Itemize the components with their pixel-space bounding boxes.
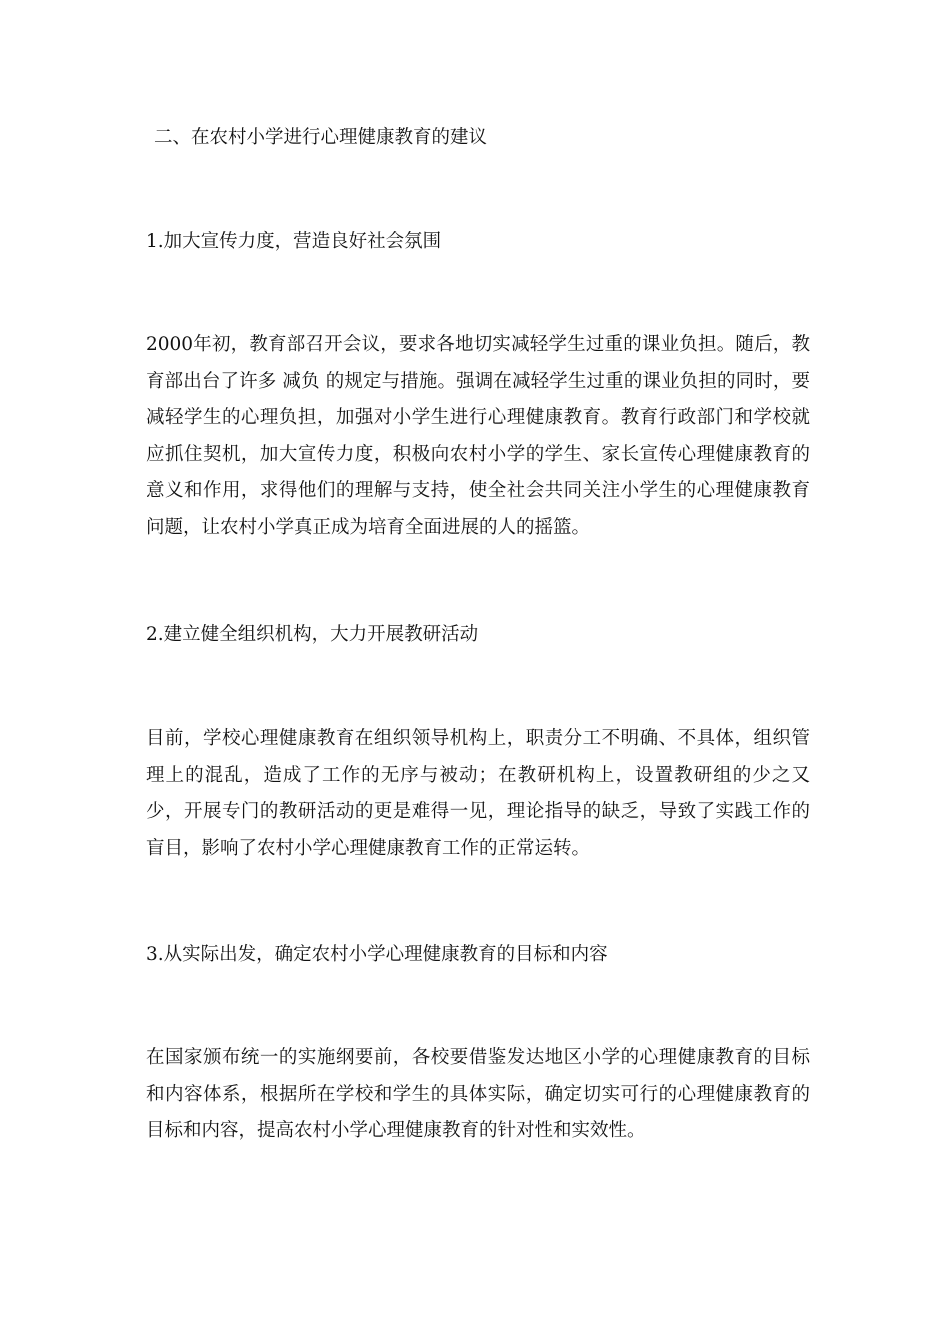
item-3-body: 在国家颁布统一的实施纲要前，各校要借鉴发达地区小学的心理健康教育的目标和内容体系，根据所在学校和学生的具体实际，确定切实可行的心理健康教育的目标和内容，提高农村小学心理健康教育的针对性和实效性。 xyxy=(146,1047,810,1141)
item-1-body: 2000年初，教育部召开会议，要求各地切实减轻学生过重的课业负担。随后，教育部出台了许多 减负 的规定与措施。强调在减轻学生过重的课业负担的同时，要减轻学生的心理负担，加强对小学生进行心理健康教育。教育行政部门和学校就应抓住契机，加大宣传力度，积极向农村小学的学生、家长宣传心理健康教育的意义和作用，求得他们的理解与支持，使全社会共同关注小学生的心理健康教育问题，让农村小学真正成为培育全面进展的人的摇篮。 xyxy=(146,334,810,538)
item-2-heading: 2.建立健全组织机构，大力开展教研活动 xyxy=(146,624,479,645)
item-3-heading: 3.从实际出发，确定农村小学心理健康教育的目标和内容 xyxy=(146,944,608,965)
section-heading: 二、在农村小学进行心理健康教育的建议 xyxy=(154,127,488,148)
item-2-body: 目前，学校心理健康教育在组织领导机构上，职责分工不明确、不具体，组织管理上的混乱，造成了工作的无序与被动；在教研机构上，设置教研组的少之又少，开展专门的教研活动的更是难得一见，理论指导的缺乏，导致了实践工作的盲目，影响了农村小学心理健康教育工作的正常运转。 xyxy=(146,728,810,859)
item-1-heading: 1.加大宣传力度，营造良好社会氛围 xyxy=(146,231,442,252)
